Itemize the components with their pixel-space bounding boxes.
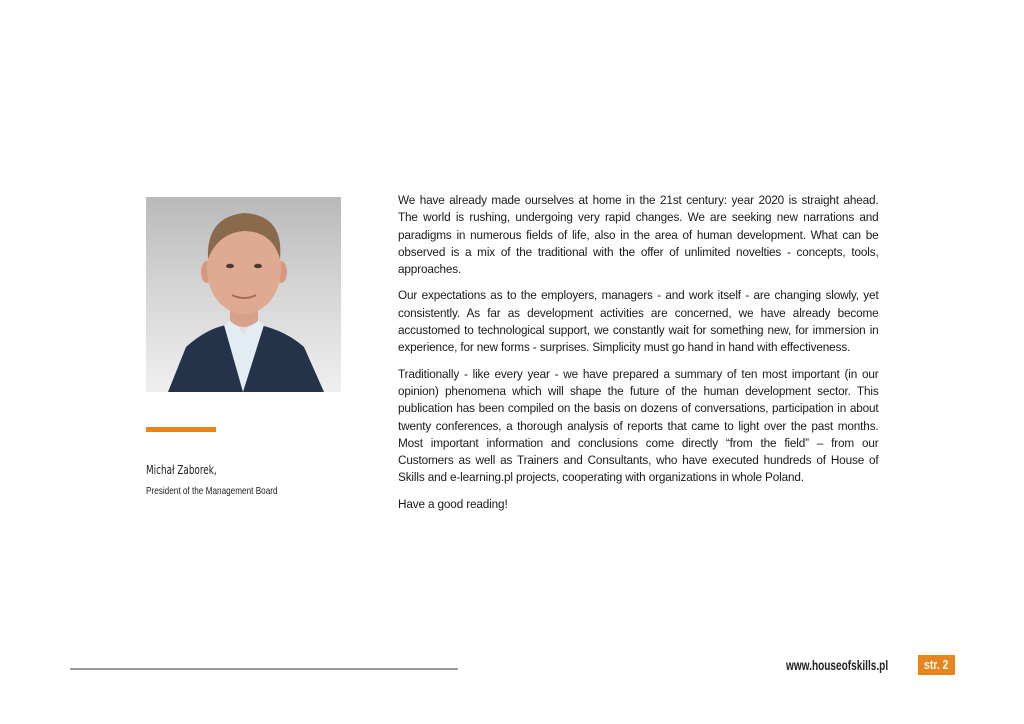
author-portrait bbox=[146, 197, 341, 392]
footer-rule bbox=[70, 668, 458, 670]
article-paragraph: We have already made ourselves at home in the 21st century: year 2020 is straight ahead. The world is rushing, undergoing very rapid changes. We are seeking new narrations and paradigms in numerous fields of life, also in the area of human development. What can be observed is a mix of the traditional with the offer of unlimited novelties - concepts, tools, approaches. bbox=[398, 193, 879, 277]
article-body bbox=[398, 192, 879, 522]
author-role: President of the Management Board bbox=[146, 485, 278, 497]
article-paragraph: Our expectations as to the employers, managers - and work itself - are changing slowly, yet consistently. As far as development activities are concerned, we have already become accustomed to technological support, we constantly wait for something new, for immersion in experience, for new forms - surprises. Simplicity must go hand in hand with effectiveness. bbox=[398, 288, 879, 355]
accent-divider bbox=[146, 427, 216, 432]
page-number-badge bbox=[918, 655, 955, 675]
article-paragraph: Traditionally - like every year - we have prepared a summary of ten most important (in our opinion) phenomena which will shape the future of the human development sector. This publication has been compiled on the basis on dozens of conversations, participation in about twenty conferences, a thorough analysis of reports that came to light over the past months. Most important information and conclusions come directly “from the field” – from our Customers as well as Trainers and Consultants, who have executed hundreds of House of Skills and e-learning.pl projects, cooperating with organizations in whole Poland. bbox=[398, 366, 879, 485]
author-name: Michał Zaborek, bbox=[146, 463, 217, 477]
footer-website-link[interactable]: www.houseofskills.pl bbox=[786, 657, 889, 673]
article-closing: Have a good reading! bbox=[398, 496, 508, 511]
page-number: str. 2 bbox=[924, 657, 949, 672]
